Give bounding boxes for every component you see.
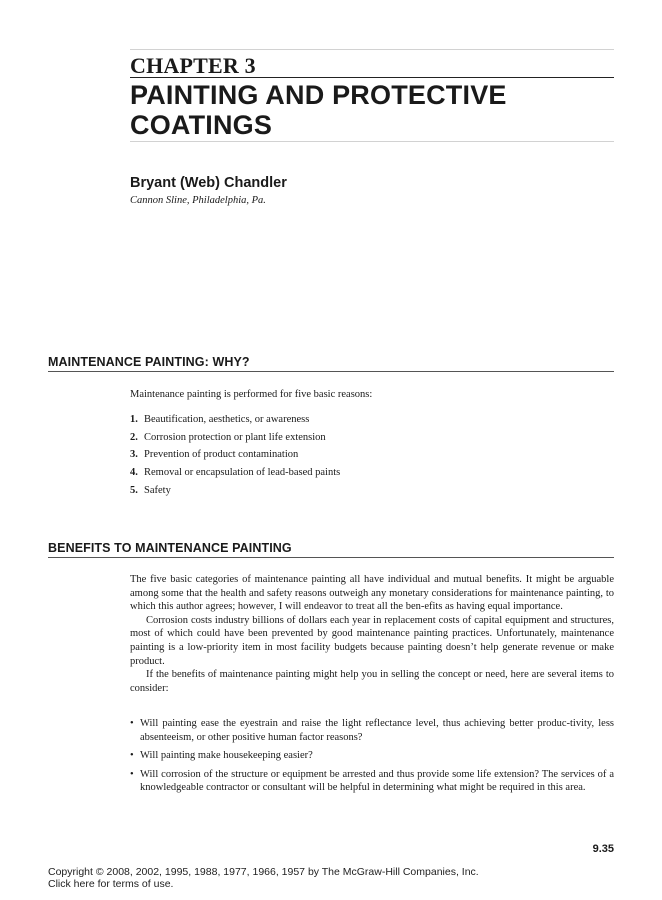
- benefit-items-list: [130, 717, 614, 800]
- page-number: 9.35: [592, 843, 614, 855]
- list-item-text: Beautification, aesthetics, or awareness: [144, 414, 310, 425]
- author-affiliation: Cannon Sline, Philadelphia, Pa.: [130, 195, 266, 206]
- list-item: [130, 464, 340, 482]
- copyright-text: Copyright © 2008, 2002, 1995, 1988, 1977, 1966, 1957 by The McGraw-Hill Companies, Inc.: [48, 866, 479, 878]
- list-item-number: 4.: [130, 467, 138, 479]
- list-item-text: Will corrosion of the structure or equipment be arrested and thus provide some life extension? The services of a knowledgeable contractor or consultant will be helpful in determining what might be required in this area.: [140, 768, 614, 794]
- section-heading-benefits: BENEFITS TO MAINTENANCE PAINTING: [48, 541, 292, 555]
- paragraph: Corrosion costs industry billions of dollars each year in replacement costs of capital equipment and structures, most of which could have been prevented by good maintenance painting practices. Unfortunately, maintenance painting is a low-priority item in most facility budgets because painting doesn’t help generate revenue or make product.: [130, 614, 614, 667]
- title-rule: [130, 141, 614, 142]
- bullet-icon: •: [130, 718, 134, 729]
- list-item-text: Removal or encapsulation of lead-based paints: [144, 467, 341, 479]
- section-rule: [48, 557, 614, 558]
- bullet-icon: •: [130, 768, 134, 780]
- list-item: [130, 717, 614, 744]
- top-rule: [130, 49, 614, 50]
- paragraph: The five basic categories of maintenance painting all have individual and mutual benefits. It might be arguable among some that the health and safety reasons outweigh any monetary considerations for maintenance painting, to which this author agrees; however, I will endeavor to treat all the ben-efits as having equal importance.: [130, 574, 614, 613]
- section-body: [130, 573, 614, 695]
- section-intro: Maintenance painting is performed for five basic reasons:: [130, 389, 373, 400]
- list-item-text: Will painting ease the eyestrain and raise the light reflectance level, thus achieving better produc-tivity, less absenteeism, or other positive human factor reasons?: [140, 718, 614, 743]
- section-heading-why: MAINTENANCE PAINTING: WHY?: [48, 355, 250, 369]
- list-item: [130, 411, 340, 429]
- author-name: Bryant (Web) Chandler: [130, 175, 287, 191]
- reasons-list: [130, 411, 340, 499]
- list-item-number: 2.: [130, 431, 138, 443]
- footer: [48, 866, 479, 890]
- list-item-number: 3.: [130, 449, 138, 461]
- list-item: [130, 429, 340, 447]
- list-item: [130, 768, 614, 795]
- section-rule: [48, 371, 614, 372]
- list-item-text: Prevention of product contamination: [144, 449, 299, 461]
- chapter-label: CHAPTER 3: [130, 53, 256, 78]
- chapter-rule: [130, 77, 614, 78]
- list-item-text: Will painting make housekeeping easier?: [140, 750, 313, 762]
- terms-of-use-link[interactable]: Click here for terms of use.: [48, 878, 174, 890]
- list-item: [130, 749, 614, 763]
- list-item: [130, 446, 340, 464]
- list-item-text: Corrosion protection or plant life extension: [144, 431, 326, 443]
- list-item-number: 1.: [130, 414, 138, 425]
- list-item-number: 5.: [130, 484, 138, 496]
- chapter-title: PAINTING AND PROTECTIVE COATINGS: [130, 80, 507, 140]
- paragraph: If the benefits of maintenance painting might help you in selling the concept or need, here are several items to consider:: [130, 669, 614, 694]
- bullet-icon: •: [130, 750, 134, 762]
- list-item-text: Safety: [144, 484, 171, 496]
- list-item: [130, 482, 340, 500]
